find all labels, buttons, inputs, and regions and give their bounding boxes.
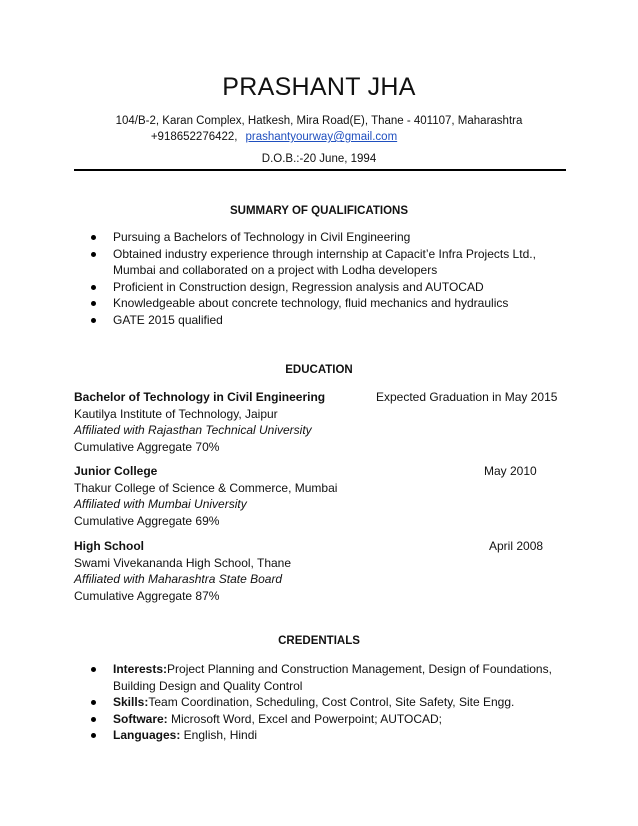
summary-list bbox=[91, 229, 571, 329]
credential-label: Software: bbox=[113, 711, 168, 726]
list-item: Obtained industry experience through internship at Capacit’e Infra Projects Ltd., Mumbai and collaborated on a project with Lodha developers bbox=[91, 246, 571, 279]
education-entry bbox=[74, 538, 554, 604]
credentials-heading: CREDENTIALS bbox=[278, 635, 360, 647]
aggregate-score: Cumulative Aggregate 70% bbox=[74, 439, 220, 454]
institution-name: Swami Vivekananda High School, Thane bbox=[74, 555, 292, 570]
bullet-icon bbox=[91, 301, 96, 306]
list-item: Proficient in Construction design, Regression analysis and AUTOCAD bbox=[91, 279, 571, 296]
date-of-birth: D.O.B.:-20 June, 1994 bbox=[261, 153, 377, 165]
bullet-icon bbox=[91, 252, 96, 257]
affiliation: Affiliated with Maharashtra State Board bbox=[74, 572, 283, 587]
credential-text: English, Hindi bbox=[180, 728, 258, 743]
list-item: GATE 2015 qualified bbox=[91, 312, 571, 329]
list-item bbox=[91, 661, 571, 694]
aggregate-score: Cumulative Aggregate 87% bbox=[74, 588, 220, 603]
email-link[interactable]: prashantyourway@gmail.com bbox=[245, 131, 398, 143]
credential-text: Microsoft Word, Excel and Powerpoint; AUTOCAD; bbox=[167, 711, 443, 726]
credential-text: Project Planning and Construction Management, Design of Foundations, Building Design and Quality Control bbox=[113, 662, 552, 693]
credential-text: Team Coordination, Scheduling, Cost Control, Site Safety, Site Engg. bbox=[148, 695, 515, 710]
bullet-icon bbox=[91, 717, 96, 722]
affiliation: Affiliated with Rajasthan Technical University bbox=[74, 423, 312, 438]
bullet-icon bbox=[91, 700, 96, 705]
contact-line bbox=[0, 131, 638, 143]
list-item bbox=[91, 694, 571, 711]
credential-label: Languages: bbox=[113, 728, 181, 743]
address-line: 104/B-2, Karan Complex, Hatkesh, Mira Road(E), Thane - 401107, Maharashtra bbox=[115, 115, 523, 127]
education-entry bbox=[74, 463, 554, 529]
degree-title: Junior College bbox=[74, 464, 158, 478]
credential-label: Skills: bbox=[113, 695, 149, 710]
institution-name: Kautilya Institute of Technology, Jaipur bbox=[74, 406, 278, 421]
credentials-list bbox=[91, 661, 571, 744]
institution-name: Thakur College of Science & Commerce, Mumbai bbox=[74, 480, 338, 495]
education-entry bbox=[74, 389, 558, 455]
list-item: Knowledgeable about concrete technology, fluid mechanics and hydraulics bbox=[91, 295, 571, 312]
education-date: Expected Graduation in May 2015 bbox=[376, 390, 558, 404]
degree-title: Bachelor of Technology in Civil Engineering bbox=[74, 390, 326, 404]
degree-title: High School bbox=[74, 539, 144, 553]
phone-number: +918652276422, bbox=[150, 131, 238, 143]
header-divider bbox=[74, 169, 566, 171]
list-item bbox=[91, 711, 571, 728]
affiliation: Affiliated with Mumbai University bbox=[74, 497, 247, 512]
candidate-name: PRASHANT JHA bbox=[222, 73, 416, 101]
bullet-icon bbox=[91, 667, 96, 672]
list-item: Pursuing a Bachelors of Technology in Civil Engineering bbox=[91, 229, 571, 246]
credential-label: Interests: bbox=[113, 662, 168, 676]
bullet-icon bbox=[91, 235, 96, 240]
bullet-icon bbox=[91, 285, 96, 290]
summary-heading: SUMMARY OF QUALIFICATIONS bbox=[229, 205, 409, 217]
aggregate-score: Cumulative Aggregate 69% bbox=[74, 513, 220, 528]
bullet-icon bbox=[91, 318, 96, 323]
list-item bbox=[91, 727, 571, 744]
education-heading: EDUCATION bbox=[285, 364, 353, 376]
education-date: May 2010 bbox=[484, 464, 537, 478]
education-date: April 2008 bbox=[489, 539, 544, 553]
bullet-icon bbox=[91, 733, 96, 738]
